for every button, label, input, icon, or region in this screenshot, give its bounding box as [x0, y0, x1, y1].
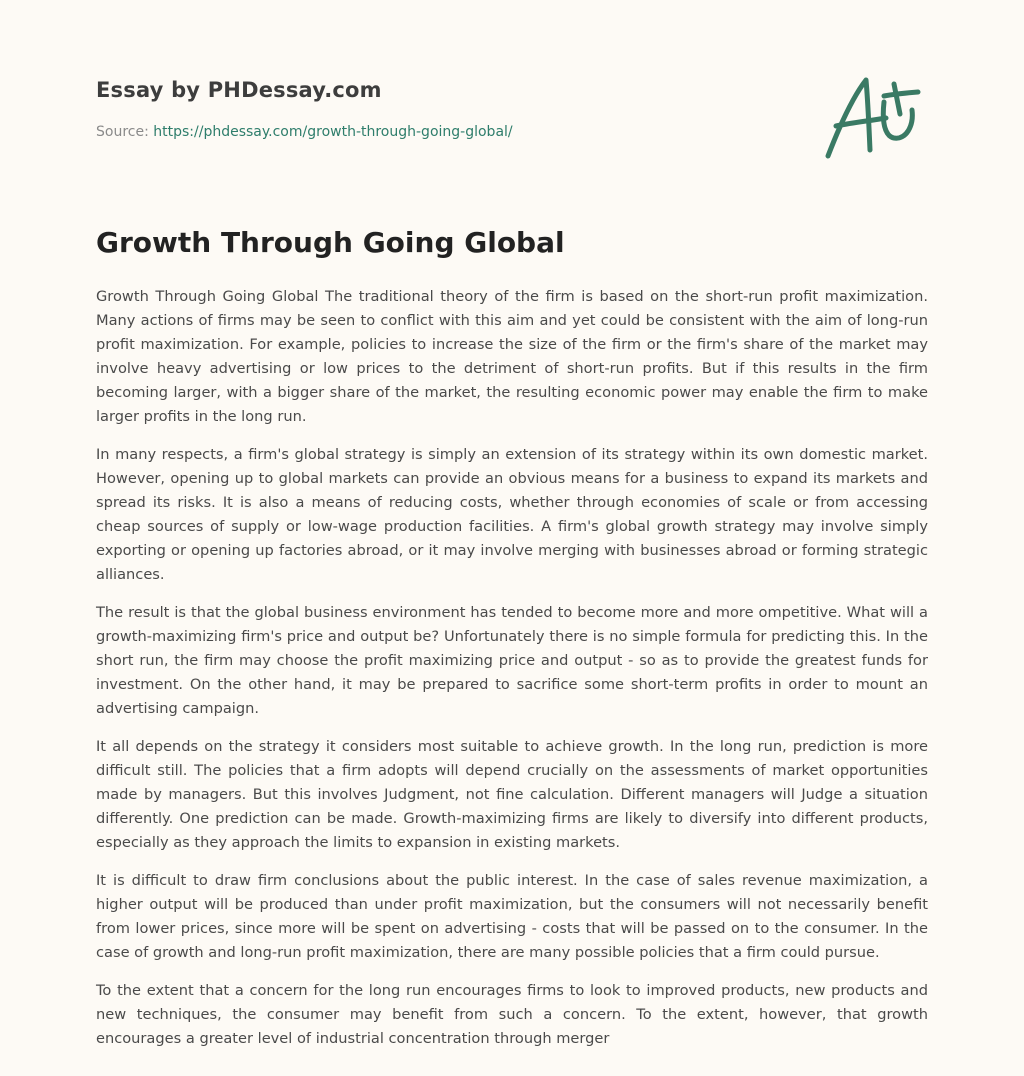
source-label: Source: [96, 124, 154, 140]
essay-paragraph: It all depends on the strategy it considers most suitable to achieve growth. In the long run, prediction is more difficult still. The policies that a firm adopts will depend crucially on the assessments of market opportunities made by managers. But this involves Judgment, not fine calculation. Different managers will Judge a situation differently. One prediction can be made. Growth-maximizing firms are likely to diversify into different products, especially as they approach the limits to expansion in existing markets. [96, 738, 928, 851]
essay-paragraph: The result is that the global business environment has tended to become more and more ompetitive. What will a growth-maximizing firm's price and output be? Unfortunately there is no simple formula for predicting this. In the short run, the firm may choose the profit maximizing price and output - so as to provide the greatest funds for investment. On the other hand, it may be prepared to sacrifice some short-term profits in order to mount an advertising campaign. [96, 604, 928, 717]
essay-paragraph: In many respects, a firm's global strategy is simply an extension of its strategy within its own domestic market. However, opening up to global markets can provide an obvious means for a business to expand its markets and spread its risks. It is also a means of reducing costs, whether through economies of scale or from accessing cheap sources of supply or low-wage production facilities. A firm's global growth strategy may involve simply exporting or opening up factories abroad, or it may involve merging with businesses abroad or forming strategic alliances. [96, 446, 928, 583]
a-plus-grade-icon [822, 68, 926, 164]
essay-body [96, 285, 928, 1065]
essay-title: Growth Through Going Global [96, 226, 565, 259]
essay-paragraph: It is difficult to draw firm conclusions about the public interest. In the case of sales revenue maximization, a higher output will be produced than under profit maximization, but the consumers will not necessarily benefit from lower prices, since more will be spent on advertising - costs that will be passed on to the consumer. In the case of growth and long-run profit maximization, there are many possible policies that a firm could pursue. [96, 872, 928, 961]
essay-paragraph: Growth Through Going Global The traditional theory of the firm is based on the short-run profit maximization. Many actions of firms may be seen to conflict with this aim and yet could be consistent with the aim of long-run profit maximization. For example, policies to increase the size of the firm or the firm's share of the market may involve heavy advertising or low prices to the detriment of short-run profits. But if this results in the firm becoming larger, with a bigger share of the market, the resulting economic power may enable the firm to make larger profits in the long run. [96, 288, 928, 425]
site-brand: Essay by PHDessay.com [96, 78, 382, 102]
essay-paragraph: To the extent that a concern for the long run encourages firms to look to improved products, new products and new techniques, the consumer may benefit from such a concern. To the extent, however, that growth encourages a greater level of industrial concentration through merger [96, 982, 928, 1047]
source-link[interactable]: https://phdessay.com/growth-through-going-global/ [153, 124, 513, 140]
source-line [96, 124, 513, 140]
